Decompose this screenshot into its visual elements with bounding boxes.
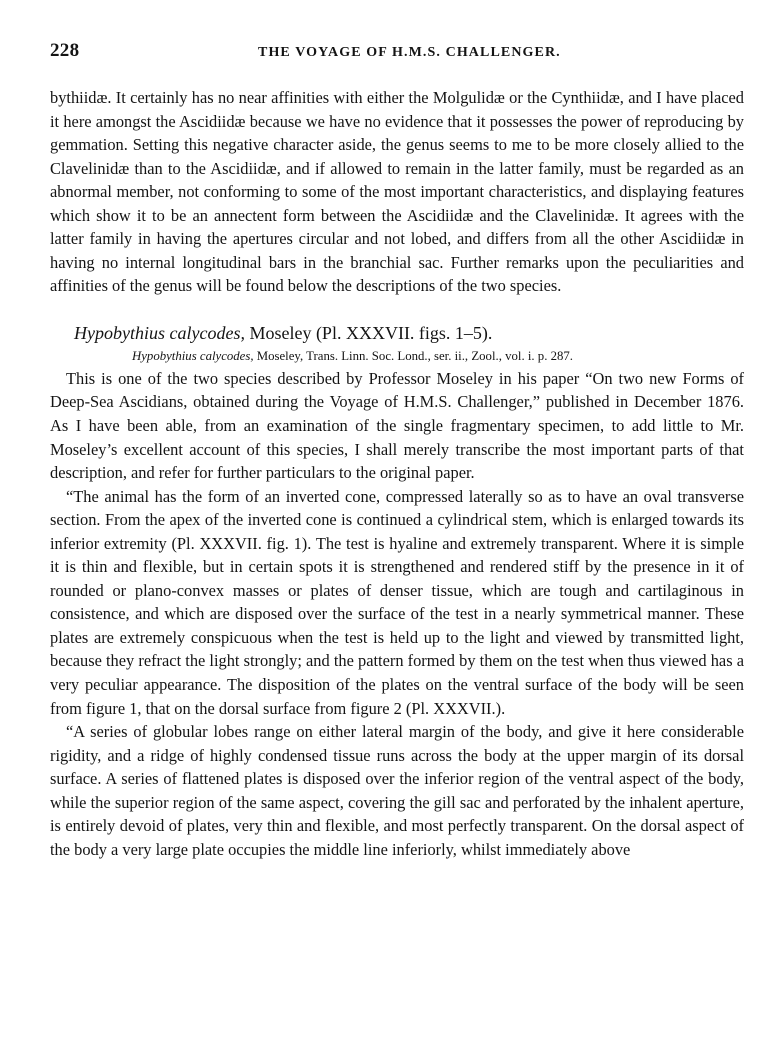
- page-number: 228: [50, 40, 80, 61]
- paragraph-3: “A series of globular lobes range on either lateral margin of the body, and give it here considerable rigidity, and a ridge of highly condensed tissue runs across the body at the upper margin of its dorsal surface. A series of flattened plates is disposed over the inferior region of the ventral aspect of the body, while the superior region of the same aspect, covering the gill sac and perforated by the inhalent aperture, is entirely devoid of plates, very thin and flexible, and most perfectly transparent. On the dorsal aspect of the body a very large plate occupies the middle line inferiorly, whilst immediately above: [50, 722, 744, 859]
- paragraph-1: This is one of the two species described by Professor Moseley in his paper “On two new Forms of Deep-Sea Ascidians, obtained during the Voyage of H.M.S. Challenger,” published in December 1876. As I have been able, from an examination of the single fragmentary specimen, to add little to Mr. Moseley’s excellent account of this species, I shall merely transcribe the most important parts of that description, and refer for further particulars to the original paper.: [50, 368, 744, 483]
- body-text: [50, 86, 744, 861]
- synonymy-reference: Moseley, Trans. Linn. Soc. Lond., ser. ii., Zool., vol. i. p. 287.: [253, 348, 573, 363]
- paragraph-intro: bythiidæ. It certainly has no near affinities with either the Molgulidæ or the Cynthiidæ, and I have placed it here amongst the Ascidiidæ because we have no evidence that it possesses the power of reproducing by gemmation. Setting this negative character aside, the genus seems to me to be more closely allied to the Clavelinidæ than to the Ascidiidæ, and if allowed to remain in the latter family, must be regarded as an abnormal member, not conforming to some of the most important characteristics, and displaying features which show it to be an annectent form between the Ascidiidæ and the Clavelinidæ. It agrees with the latter family in having the apertures circular and not lobed, and differs from all the other Ascidiidæ in having no internal longitudinal bars in the branchial sac. Further remarks upon the peculiarities and affinities of the genus will be found below the descriptions of the two species.: [50, 88, 744, 296]
- species-authority: Moseley (Pl. XXXVII. figs. 1–5).: [244, 322, 493, 343]
- species-name: Hypobythius calycodes,: [74, 322, 245, 343]
- synonymy-name: Hypobythius calycodes,: [132, 348, 254, 363]
- running-title: THE VOYAGE OF H.M.S. CHALLENGER.: [258, 45, 561, 60]
- synonymy-citation: [50, 345, 744, 367]
- species-heading: [50, 321, 744, 345]
- paragraph-2: “The animal has the form of an inverted cone, compressed laterally so as to have an oval transverse section. From the apex of the inverted cone is continued a cylindrical stem, which is enlarged towards its inferior extremity (Pl. XXXVII. fig. 1). The test is hyaline and extremely transparent. Where it is simple it is thin and flexible, but in certain spots it is strengthened and rendered stiff by the presence in it of rounded or plano-convex masses or plates of denser tissue, which are tough and cartilaginous in consistence, and which are disposed over the surface of the test in a nearly symmetrical manner. These plates are extremely conspicuous when the test is held up to the light and viewed by transmitted light, because they refract the light strongly; and the pattern formed by them on the test when thus viewed has a very peculiar appearance. The disposition of the plates on the ventral surface of the body will be seen from figure 1, that on the dorsal surface from figure 2 (Pl. XXXVII.).: [50, 486, 744, 718]
- running-head: [50, 40, 744, 64]
